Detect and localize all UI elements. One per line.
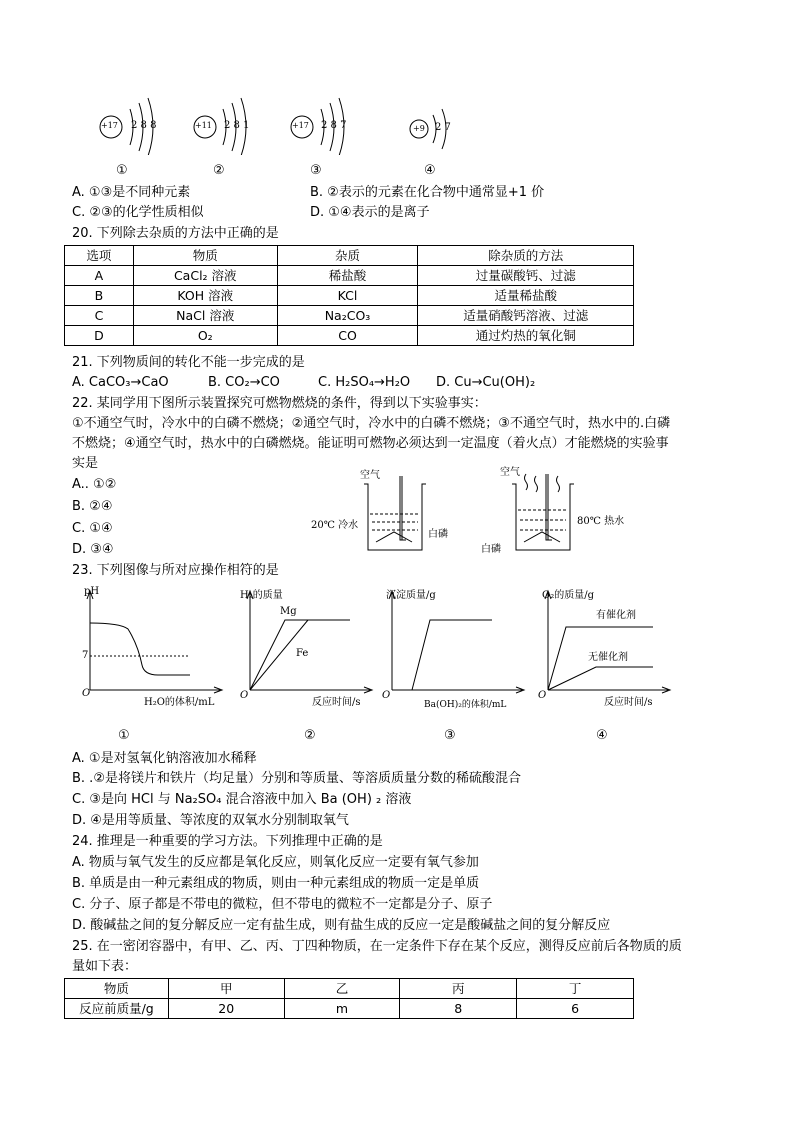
table-row — [65, 246, 634, 266]
table-header: 乙 — [284, 979, 400, 999]
q22-stem-line4: 实是 — [72, 456, 99, 471]
q22-stem-line3: 不燃烧；④通空气时，热水中的白磷燃烧。能证明可燃物必须达到一定温度（着火点）才能燃烧的实验事 — [72, 436, 669, 451]
q24-option-b: B. 单质是由一种元素组成的物质，则由一种元素组成的物质一定是单质 — [72, 876, 480, 891]
atom4-nucleus: +9 — [413, 124, 425, 133]
atom2-nucleus: +11 — [195, 121, 212, 130]
table-header: 杂质 — [277, 246, 418, 266]
table-cell: 稀盐酸 — [277, 266, 418, 286]
graph2-xlabel: 反应时间/s — [312, 697, 361, 708]
table-header: 物质 — [133, 246, 277, 266]
table-header: 丁 — [517, 979, 634, 999]
table-header: 丙 — [400, 979, 517, 999]
graph4-series-catalyst: 有催化剂 — [596, 610, 636, 621]
q25-table — [64, 978, 634, 1019]
graph1-tick-7: 7 — [82, 650, 89, 661]
table-row — [65, 979, 634, 999]
atom3-nucleus: +17 — [292, 121, 309, 130]
table-cell: B — [65, 286, 134, 306]
table-cell: 通过灼热的氧化铜 — [418, 326, 634, 346]
q24-stem: 24. 推理是一种重要的学习方法。下列推理中正确的是 — [72, 834, 383, 849]
graph4-series-no-catalyst: 无催化剂 — [588, 652, 628, 663]
q19-option-b: B. ②表示的元素在化合物中通常显+1 价 — [310, 185, 545, 200]
q21-option-d: D. Cu→Cu(OH)₂ — [436, 375, 536, 390]
atom2-label: ② — [213, 163, 225, 178]
q21-stem: 21. 下列物质间的转化不能一步完成的是 — [72, 355, 305, 370]
table-cell: 适量硝酸钙溶液、过滤 — [418, 306, 634, 326]
graph1-ylabel: pH — [84, 586, 100, 597]
q21-option-b: B. CO₂→CO — [208, 375, 280, 390]
q23-option-a: A. ①是对氢氧化钠溶液加水稀释 — [72, 751, 257, 766]
graph4-origin: O — [538, 690, 547, 701]
table-cell: C — [65, 306, 134, 326]
table-cell: KOH 溶液 — [133, 286, 277, 306]
table-header: 物质 — [65, 979, 169, 999]
graph3-ylabel: 沉淀质量/g — [386, 590, 436, 601]
q21-option-c: C. H₂SO₄→H₂O — [318, 375, 411, 390]
atom2-electrons: 2 8 1 — [224, 120, 250, 131]
graph4-xlabel: 反应时间/s — [604, 697, 653, 708]
graph1-label: ① — [118, 728, 130, 743]
graph3-label: ③ — [444, 728, 456, 743]
table-row — [65, 286, 634, 306]
q25-stem-line2: 量如下表： — [72, 959, 138, 974]
q21-option-a: A. CaCO₃→CaO — [72, 375, 169, 390]
graph1-ph-dilution — [80, 585, 230, 710]
cold-water-label: 20℃ 冷水 — [311, 520, 359, 531]
q23-stem: 23. 下列图像与所对应操作相符的是 — [72, 563, 279, 578]
q22-stem-line1: 22. 某同学用下图所示装置探究可燃物燃烧的条件，得到以下实验事实： — [72, 396, 487, 411]
q22-option-b: B. ②④ — [72, 499, 113, 514]
q22-option-c: C. ①④ — [72, 521, 113, 536]
table-cell: m — [284, 999, 400, 1019]
table-cell: 20 — [168, 999, 284, 1019]
hot-water-label: 80℃ 热水 — [577, 516, 625, 527]
graph4-ylabel: O₂的质量/g — [542, 590, 594, 601]
cold-phosphorus-label: 白磷 — [428, 529, 448, 540]
q20-stem: 20. 下列除去杂质的方法中正确的是 — [72, 226, 279, 241]
graph4-label: ④ — [596, 728, 608, 743]
graph3-precipitate — [382, 585, 532, 710]
q22-stem-line2: ①不通空气时，冷水中的白磷不燃烧；②通空气时，冷水中的白磷不燃烧；③不通空气时，热水中的.白磷 — [72, 416, 671, 431]
q23-option-b: B. .②是将镁片和铁片（均足量）分别和等质量、等溶质质量分数的稀硫酸混合 — [72, 771, 521, 786]
table-cell: D — [65, 326, 134, 346]
q24-option-d: D. 酸碱盐之间的复分解反应一定有盐生成，则有盐生成的反应一定是酸碱盐之间的复分解反应 — [72, 918, 611, 933]
table-row — [65, 266, 634, 286]
atom1-nucleus: +17 — [101, 121, 118, 130]
table-cell: KCl — [277, 286, 418, 306]
table-cell: 6 — [517, 999, 634, 1019]
table-cell: O₂ — [133, 326, 277, 346]
table-row — [65, 326, 634, 346]
graph2-ylabel: H₂的质量 — [240, 590, 283, 601]
graph1-xlabel: H₂O的体积/mL — [144, 697, 215, 708]
table-cell: 适量稀盐酸 — [418, 286, 634, 306]
graph2-series-mg: Mg — [280, 606, 297, 617]
atom1-label: ① — [116, 163, 128, 178]
q22-option-d: D. ③④ — [72, 542, 114, 557]
q23-option-d: D. ④是用等质量、等浓度的双氧水分别制取氧气 — [72, 813, 349, 828]
beaker-hot-water-figure — [508, 470, 588, 555]
cold-air-label: 空气 — [360, 470, 380, 481]
q25-stem-line1: 25. 在一密闭容器中，有甲、乙、丙、丁四种物质，在一定条件下存在某个反应，测得反应前后各物质的质 — [72, 939, 682, 954]
atom4-electrons: 2 7 — [435, 122, 451, 133]
table-row — [65, 999, 634, 1019]
q24-option-c: C. 分子、原子都是不带电的微粒，但不带电的微粒不一定都是分子、原子 — [72, 897, 493, 912]
graph2-origin: O — [240, 690, 249, 701]
atom3-label: ③ — [310, 163, 322, 178]
beaker-cold-water-figure — [360, 470, 440, 555]
graph2-label: ② — [304, 728, 316, 743]
table-cell: NaCl 溶液 — [133, 306, 277, 326]
q20-table — [64, 245, 634, 346]
table-cell: Na₂CO₃ — [277, 306, 418, 326]
table-row — [65, 306, 634, 326]
q23-option-c: C. ③是向 HCl 与 Na₂SO₄ 混合溶液中加入 Ba (OH) ₂ 溶液 — [72, 792, 412, 807]
table-cell: 反应前质量/g — [65, 999, 169, 1019]
q19-option-a: A. ①③是不同种元素 — [72, 185, 191, 200]
table-cell: A — [65, 266, 134, 286]
q19-option-c: C. ②③的化学性质相似 — [72, 205, 204, 220]
atom1-electrons: 2 8 8 — [131, 120, 157, 131]
table-header: 甲 — [168, 979, 284, 999]
atom4-label: ④ — [424, 163, 436, 178]
table-cell: 过量碳酸钙、过滤 — [418, 266, 634, 286]
hot-phosphorus-label: 白磷 — [481, 544, 501, 555]
q19-option-d: D. ①④表示的是离子 — [310, 205, 430, 220]
table-header: 选项 — [65, 246, 134, 266]
table-cell: CaCl₂ 溶液 — [133, 266, 277, 286]
q22-option-a: A.. ①② — [72, 477, 117, 492]
graph3-origin: O — [382, 690, 391, 701]
graph1-origin: O — [82, 688, 91, 699]
graph3-xlabel: Ba(OH)₂的体积/mL — [424, 700, 507, 710]
table-cell: CO — [277, 326, 418, 346]
table-cell: 8 — [400, 999, 517, 1019]
graph2-h2-mass — [240, 585, 380, 710]
q24-option-a: A. 物质与氧气发生的反应都是氧化反应，则氧化反应一定要有氧气参加 — [72, 855, 479, 870]
graph2-series-fe: Fe — [296, 648, 309, 659]
hot-air-label: 空气 — [500, 467, 520, 478]
table-header: 除杂质的方法 — [418, 246, 634, 266]
atom3-electrons: 2 8 7 — [321, 120, 347, 131]
